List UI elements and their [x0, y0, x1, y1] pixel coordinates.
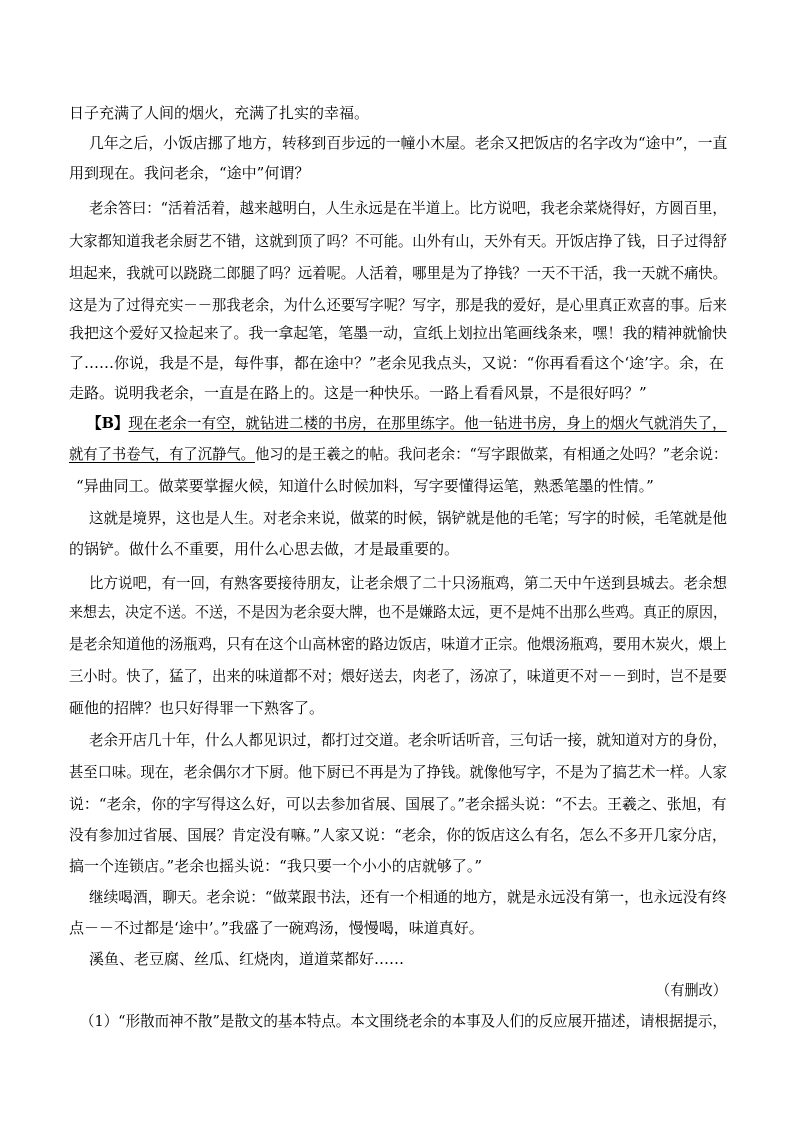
text-line-8: 我把这个爱好又捡起来了。我一拿起笔，笔墨一动，宣纸上划拉出笔画线条来，嘿！我的精神就愉快: [69, 324, 728, 342]
text-line-18: 是老余知道他的汤瓶鸡，只有在这个山高林密的路边饭店，味道才正宗。他煨汤瓶鸡，要用木炭火，煨上: [69, 635, 727, 653]
text-line-5: 大家都知道我老余厨艺不错，这就到顶了吗？不可能。山外有山，天外有天。开饭店挣了钱，日子过得舒: [69, 232, 727, 250]
text-line-7: 这是为了过得充实－－那我老余，为什么还要写字呢？写字，那是我的爱好，是心里真正欢喜的事。后来: [69, 296, 727, 314]
paragraph-b-line-2-rest: 他习的是王羲之的帖。我问老余：“写字跟做菜，有相通之处吗？”老余说：: [254, 445, 728, 463]
source-note: （有删改）: [656, 981, 728, 999]
text-line-2: 几年之后，小饭店挪了地方，转移到百步远的一幢小木屋。老余又把饭店的名字改为“途中”，一直: [89, 134, 728, 152]
text-line-3: 用到现在。我问老余，“途中”何谓？: [69, 164, 310, 182]
text-line-13: “异曲同工。做菜要掌握火候，知道什么时候加料，写字要懂得运笔，熟悉笔墨的性情。”: [76, 477, 654, 495]
text-line-21: 老余开店几十年，什么人都见识过，都打过交道。老余听话听音，三句话一接，就知道对方的身份，: [89, 731, 728, 749]
paragraph-b-line-2: [69, 445, 727, 463]
text-line-20: 砸他的招牌？也只好得罪一下熟客了。: [69, 699, 325, 717]
question-1: （1）“形散而神不散”是散文的基本特点。本文围绕老余的本事及人们的反应展开描述，请根据提示，: [80, 1012, 727, 1030]
paragraph-b-marker: 【B】: [87, 414, 129, 432]
text-line-1: 日子充满了人间的烟火，充满了扎实的幸福。: [69, 104, 370, 122]
text-line-27: 点－－不过都是‘途中’。”我盛了一碗鸡汤，慢慢喝，味道真好。: [69, 919, 484, 937]
text-line-6: 坦起来，我就可以跷跷二郎腿了吗？远着呢。人活着，哪里是为了挣钱？一天不干活，我一天就不痛快。: [69, 264, 727, 282]
text-line-22: 甚至口味。现在，老余偶尔才下厨。他下厨已不再是为了挣钱。就像他写字，不是为了搞艺术一样。人家: [69, 763, 727, 781]
text-line-4: 老余答曰：“活着活着，越来越明白，人生永远是在半道上。比方说吧，我老余菜烧得好，方圆百里，: [89, 199, 727, 217]
text-line-15: 的锅铲。做什么不重要，用什么心思去做，才是最重要的。: [69, 540, 460, 558]
underlined-sentence: 现在老余一有空，就钻进二楼的书房，在那里练字。他一钻进书房，身上的烟火气就消失了，: [128, 414, 727, 432]
text-line-9: 了……你说，我是不是，每件事，都在途中？”老余见我点头，又说：“你再看看这个‘途’字。余，在: [69, 354, 724, 372]
text-line-25: 搞一个连锁店。”老余也摇头说：“我只要一个小小的店就够了。”: [69, 857, 483, 875]
text-line-24: 没有参加过省展、国展？肯定没有嘛。”人家又说：“老余，你的饭店这么有名，怎么不多开几家分店，: [69, 826, 727, 844]
underlined-sentence-continued: 就有了书卷气，有了沉静气。: [69, 445, 255, 463]
text-line-17: 来想去，决定不送。不送，不是因为老余耍大牌，也不是嫌路太远，更不是炖不出那么些鸡。真正的原因，: [69, 603, 727, 621]
paragraph-b-line-1: [87, 414, 727, 432]
text-line-28: 溪鱼、老豆腐、丝瓜、红烧肉，道道菜都好……: [89, 950, 405, 968]
text-line-16: 比方说吧，有一回，有熟客要接待朋友，让老余煨了二十只汤瓶鸡，第二天中午送到县城去。老余想: [89, 574, 728, 592]
text-line-19: 三小时。快了，猛了，出来的味道都不对；煨好送去，肉老了，汤凉了，味道更不对－－到时，岂不是要: [69, 667, 727, 685]
text-line-23: 说：“老余，你的字写得这么好，可以去参加省展、国展了。”老余摇头说：“不去。王羲之、张旭，有: [69, 795, 727, 813]
text-line-14: 这就是境界，这也是人生。对老余来说，做菜的时候，锅铲就是他的毛笔；写字的时候，毛笔就是他: [89, 509, 728, 527]
text-line-10: 走路。说明我老余，一直是在路上的。这是一种快乐。一路上看看风景，不是很好吗？”: [69, 384, 647, 402]
text-line-26: 继续喝酒，聊天。老余说：“做菜跟书法，还有一个相通的地方，就是永远没有第一，也永远没有终: [89, 888, 727, 906]
